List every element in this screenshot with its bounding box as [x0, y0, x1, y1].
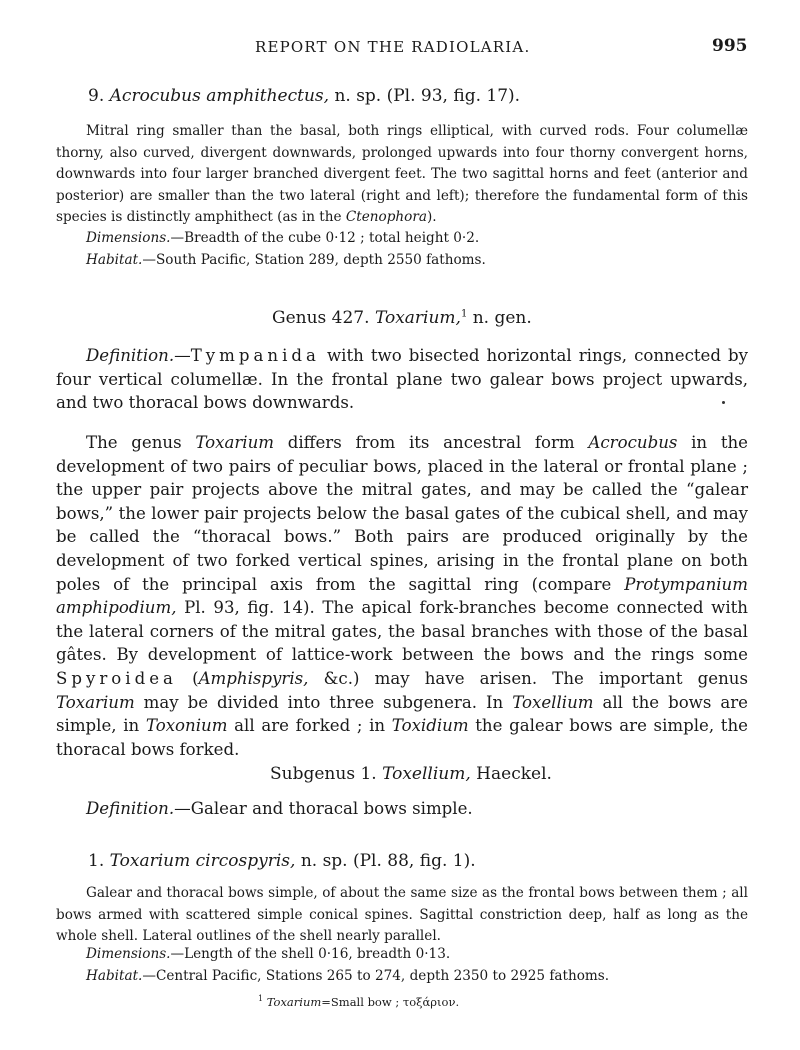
species-9-habitat: Habitat.—South Pacific, Station 289, depth 2550 fathoms.	[86, 252, 486, 268]
species-1-heading: 1. Toxarium circospyris, n. sp. (Pl. 88, fig. 1).	[88, 851, 476, 871]
species-1-habitat: Habitat.—Central Pacific, Stations 265 to 274, depth 2350 to 2925 fathoms.	[86, 968, 610, 984]
species-9-description: Mitral ring smaller than the basal, both rings elliptical, with curved rods. Four columellæ thorny, also curved, divergent downwards, prolonged upwards into four thorny convergent horns, downwards into four larger branched divergent feet. The two sagittal horns and feet (anterior and posterior) are smaller than the two lateral (right and left); therefore the fundamental form of this species is distinctly amphithect (as in the Ctenophora).	[56, 123, 748, 226]
running-header: REPORT ON THE RADIOLARIA.	[255, 38, 531, 56]
genus-definition: Definition.—Tympanida with two bisected horizontal rings, connected by four vertical columellæ. In the frontal plane two galear bows project upwards, and two thoracal bows downwards.	[56, 346, 749, 413]
stray-mark	[722, 401, 725, 404]
genus-heading: Genus 427. Toxarium,$^1$ n. gen.	[272, 308, 532, 328]
species-1-description: Galear and thoracal bows simple, of about the same size as the frontal bows between them ; all bows armed with scattered simple conical spines. Sagittal constriction deep, half as long as the whole shell. Lateral outlines of the shell nearly parallel.	[56, 885, 748, 945]
species-name: Acrocubus amphithectus,	[109, 86, 330, 106]
genus-body: The genus Toxarium differs from its ancestral form Acrocubus in the development of two pairs of peculiar bows, placed in the lateral or frontal plane ; the upper pair projects above the mitral gates, and may be called the “galear bows,” the lower pair projects below the basal gates of the cubical shell, and may be called the “thoracal bows.” Both pairs are produced originally by the development of two forked vertical spines, arising in the frontal plane on both poles of the principal axis from the sagittal ring (compare Protympanium amphipodium, Pl. 93, fig. 14). The apical fork-branches become connected with the lateral corners of the mitral gates, the basal branches with those of the basal gâtes. By development of lattice-work between the bows and the rings some Spyroidea (Amphispyris, &c.) may have arisen. The important genus Toxarium may be divided into three subgenera. In Toxellium all the bows are simple, in Toxonium all are forked ; in Toxidium the galear bows are simple, the thoracal bows forked.	[56, 433, 749, 759]
subgenus-definition: Definition.—Galear and thoracal bows simple.	[86, 799, 473, 818]
species-9-heading	[88, 86, 520, 106]
footnote: $^1$ Toxarium=Small bow ; τοξάριον.	[258, 994, 460, 1009]
species-9-dimensions: Dimensions.—Breadth of the cube 0·12 ; total height 0·2.	[86, 230, 480, 246]
page-number: 995	[712, 36, 748, 56]
species-1-dimensions: Dimensions.—Length of the shell 0·16, breadth 0·13.	[86, 946, 451, 962]
footnote-ref: 1	[460, 308, 468, 320]
subgenus-heading: Subgenus 1. Toxellium, Haeckel.	[270, 764, 552, 784]
species-suffix: n. sp. (Pl. 93, fig. 17).	[334, 86, 521, 106]
species-number: 9.	[88, 86, 105, 106]
